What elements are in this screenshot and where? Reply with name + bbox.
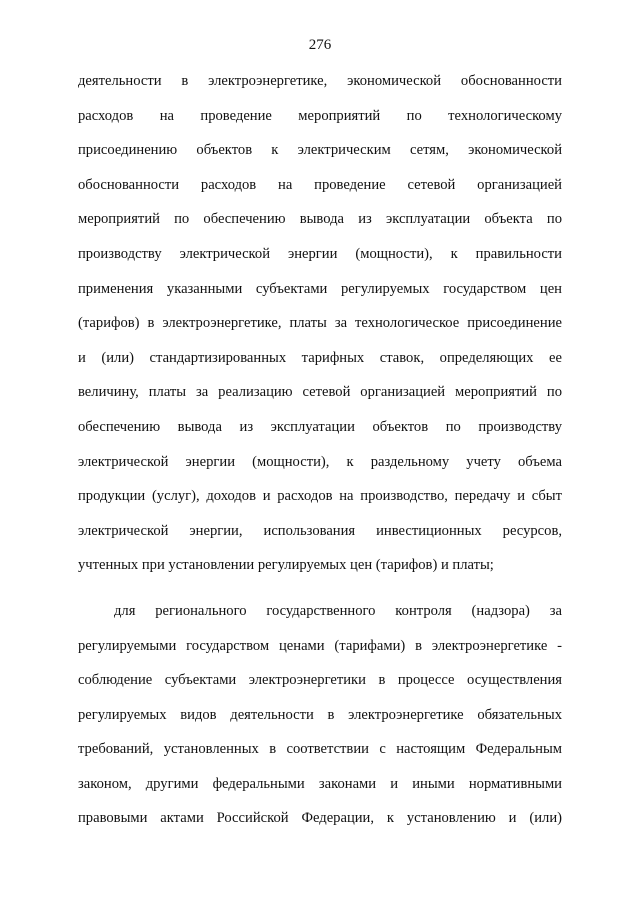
text-line: законом, другими федеральными законами и иными нормативными <box>78 775 562 792</box>
text-line: для регионального государственного контроля (надзора) за <box>114 602 562 619</box>
text-line: и (или) стандартизированных тарифных ставок, определяющих ее <box>78 349 562 366</box>
document-body <box>78 64 562 836</box>
text-line: деятельности в электроэнергетике, экономической обоснованности <box>78 73 562 89</box>
text-line: продукции (услуг), доходов и расходов на производство, передачу и сбыт <box>78 488 562 505</box>
text-line: соблюдение субъектами электроэнергетики в процессе осуществления <box>78 672 562 689</box>
text-line: (тарифов) в электроэнергетике, платы за технологическое присоединение <box>78 315 562 332</box>
text-line: расходов на проведение мероприятий по технологическому <box>78 107 562 124</box>
text-line: электрической энергии (мощности), к раздельному учету объема <box>78 453 562 470</box>
paragraph-2 <box>78 594 562 836</box>
text-line: требований, установленных в соответствии с настоящим Федеральным <box>78 741 562 758</box>
text-line: регулируемыми государством ценами (тарифами) в электроэнергетике - <box>78 637 562 654</box>
text-line: присоединению объектов к электрическим сетям, экономической <box>78 142 562 159</box>
paragraph-gap <box>78 583 562 594</box>
text-line: электрической энергии, использования инвестиционных ресурсов, <box>78 522 562 539</box>
text-line: производству электрической энергии (мощности), к правильности <box>78 245 562 262</box>
text-line: применения указанными субъектами регулируемых государством цен <box>78 280 562 297</box>
text-line: мероприятий по обеспечению вывода из эксплуатации объекта по <box>78 211 562 228</box>
text-line: учтенных при установлении регулируемых цен (тарифов) и платы; <box>78 557 494 574</box>
paragraph-1 <box>78 64 562 583</box>
text-line: правовыми актами Российской Федерации, к установлению и (или) <box>78 810 562 827</box>
text-line: регулируемых видов деятельности в электроэнергетике обязательных <box>78 706 562 723</box>
text-line: обеспечению вывода из эксплуатации объектов по производству <box>78 418 562 435</box>
text-line: обоснованности расходов на проведение сетевой организацией <box>78 176 562 193</box>
text-line: величину, платы за реализацию сетевой организацией мероприятий по <box>78 384 562 401</box>
page-number: 276 <box>308 37 332 53</box>
